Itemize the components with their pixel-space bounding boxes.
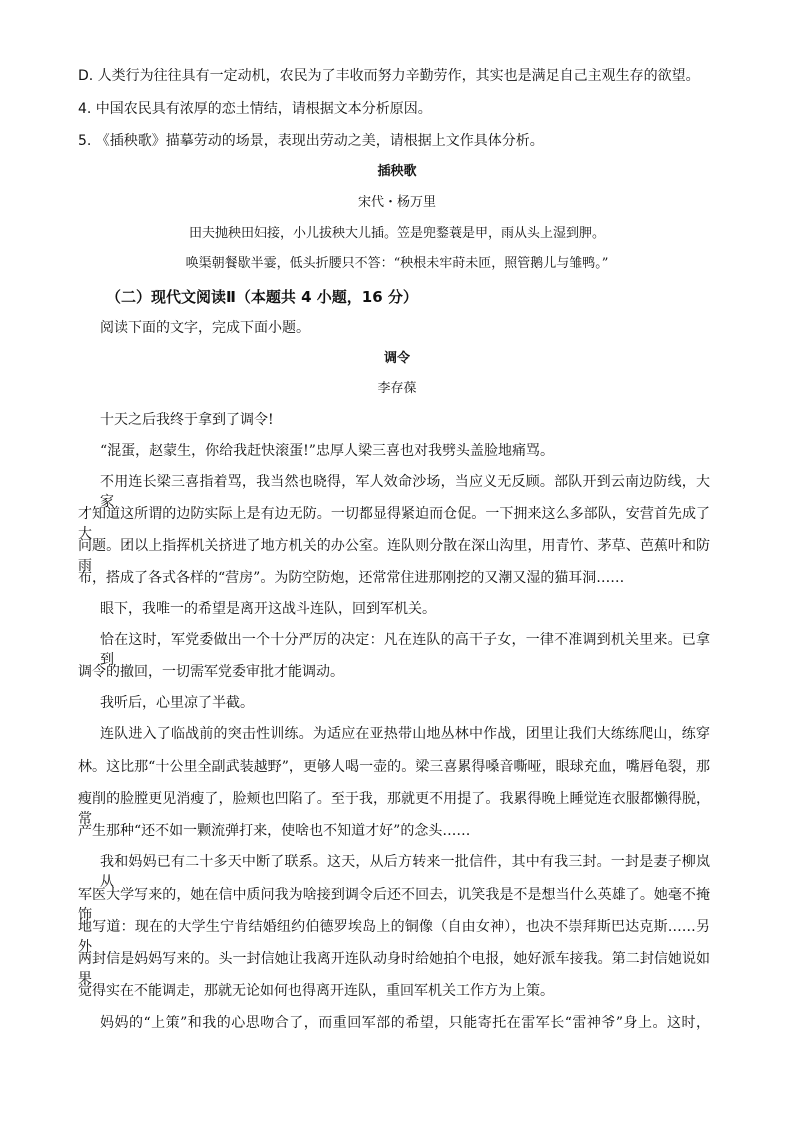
paragraph-line: 连队进入了临战前的突击性训练。为适应在亚热带山地丛林中作战，团里让我们大练练爬山，练穿 <box>100 726 710 742</box>
paragraph-line: 妈妈的“上策”和我的心思吻合了，而重回军部的希望，只能寄托在雷军长“雷神爷”身上。这时， <box>100 1015 710 1031</box>
paragraph: 十天之后我终于拿到了调令! <box>100 412 274 428</box>
story-title: 调令 <box>383 351 410 366</box>
poem-line-1: 田夫抛秧田妇接，小儿拔秧大儿插。笠是兜鍪蓑是甲，雨从头上湿到胛。 <box>188 226 605 241</box>
paragraph-line: 调令的撤回，一切需军党委审批才能调动。 <box>78 664 344 680</box>
paragraph-line: 军医大学写来的，她在信中质问我为啥接到调令后还不回去，讥笑我是不是想当什么英雄了。她毫不掩饰 <box>78 887 710 923</box>
question-4: 4. 中国农民具有浓厚的恋土情结，请根据文本分析原因。 <box>78 101 432 117</box>
paragraph-line: 才知道这所谓的边防实际上是有边无防。一切都显得紧迫而仓促。一下拥来这么多部队，安营首先成了大 <box>78 506 710 542</box>
paragraph-line: 地写道：现在的大学生宁肯结婚纽约伯德罗埃岛上的铜像（自由女神），也决不崇拜斯巴达克斯……另外 <box>78 919 710 955</box>
paragraph-line: 恰在这时，军党委做出一个十分严厉的决定：凡在连队的高干子女，一律不准调到机关里来。已拿到 <box>100 632 710 668</box>
story-author: 李存葆 <box>377 381 417 396</box>
question-5: 5. 《插秧歌》描摹劳动的场景，表现出劳动之美，请根据上文作具体分析。 <box>78 133 544 149</box>
poem-author: 宋代・杨万里 <box>357 195 436 210</box>
paragraph-line: 林。这比那“十公里全副武装越野”，更够人喝一壶的。梁三喜累得嗓音嘶哑，眼球充血，嘴唇龟裂，那 <box>78 759 710 775</box>
paragraph-line: 问题。团以上指挥机关挤进了地方机关的办公室。连队则分散在深山沟里，用青竹、茅草、芭蕉叶和防雨 <box>78 538 710 574</box>
paragraph: 眼下，我唯一的希望是离开这战斗连队，回到军机关。 <box>100 601 436 617</box>
paragraph-line: 两封信是妈妈写来的。头一封信她让我离开连队动身时给她拍个电报，她好派车接我。第二封信她说如果 <box>78 951 710 987</box>
paragraph-line: 我和妈妈已有二十多天中断了联系。这天，从后方转来一批信件，其中有我三封。一封是妻子柳岚从 <box>100 854 710 890</box>
paragraph-line: 产生那种“还不如一颗流弹打来，使啥也不知道才好”的念头…… <box>78 823 471 839</box>
option-d: D. 人类行为往往具有一定动机，农民为了丰收而努力辛勤劳作，其实也是满足自己主观生存的欲望。 <box>78 68 700 84</box>
paragraph-line: 瘦削的脸膛更见消瘦了，脸颊也凹陷了。至于我，那就更不用提了。我累得晚上睡觉连衣服都懒得脱，常 <box>78 791 710 827</box>
paragraph-line: 布，搭成了各式各样的“营房”。为防空防炮，还常常住进那刚挖的又潮又湿的猫耳洞…… <box>78 570 625 586</box>
paragraph: “混蛋，赵蒙生，你给我赶快滚蛋!”忠厚人梁三喜也对我劈头盖脸地痛骂。 <box>100 443 554 459</box>
paragraph-line: 不用连长梁三喜指着骂，我当然也晓得，军人效命沙场，当应义无反顾。部队开到云南边防线，大家 <box>100 474 710 510</box>
paragraph: 我听后，心里凉了半截。 <box>100 695 254 711</box>
paragraph-line: 觉得实在不能调走，那就无论如何也得离开连队，重回军机关工作方为上策。 <box>78 983 554 999</box>
poem-line-2: 唤渠朝餐歇半霎，低头折腰只不答：“秧根未牢莳未匝，照管鹅儿与雏鸭。” <box>185 256 609 271</box>
section-instruction: 阅读下面的文字，完成下面小题。 <box>100 320 310 336</box>
poem-title: 插秧歌 <box>377 164 417 179</box>
section-heading: （二）现代文阅读Ⅱ（本题共 4 小题，16 分） <box>106 288 418 306</box>
